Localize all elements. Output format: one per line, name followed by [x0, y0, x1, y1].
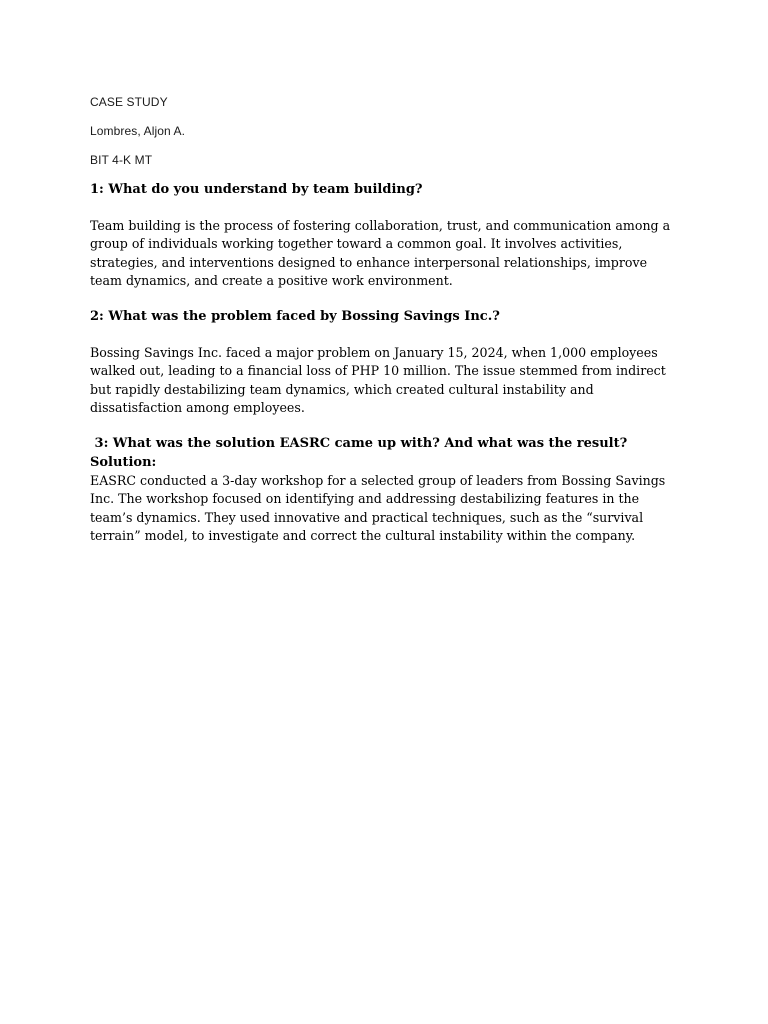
answer-line: but rapidly destabilizing team dynamics, which created cultural instability and [90, 381, 594, 397]
answer-line: Team building is the process of fostering collaboration, trust, and communication among a [90, 218, 671, 233]
answer-line: group of individuals working together toward a common goal. It involves activities, [90, 236, 623, 252]
question-2-heading: 2: What was the problem faced by Bossing Savings Inc.? [90, 309, 500, 324]
question-3-answer [90, 472, 665, 545]
question-3-heading: 3: What was the solution EASRC came up with? And what was the result? [90, 436, 628, 451]
answer-line: team dynamics, and create a positive work environment. [90, 272, 453, 288]
document-title: CASE STUDY [90, 95, 168, 109]
answer-line: walked out, leading to a financial loss of PHP 10 million. The issue stemmed from indirect [90, 363, 666, 379]
solution-subheading: Solution: [90, 455, 157, 470]
answer-line: EASRC conducted a 3-day workshop for a selected group of leaders from Bossing Savings [90, 473, 666, 488]
question-1-answer [90, 217, 670, 290]
answer-line: strategies, and interventions designed to enhance interpersonal relationships, improve [90, 254, 648, 270]
answer-line: dissatisfaction among employees. [90, 399, 305, 415]
question-1-heading: 1: What do you understand by team building? [90, 182, 423, 197]
author-name: Lombres, Aljon A. [90, 124, 186, 138]
answer-line: Inc. The workshop focused on identifying and addressing destabilizing features in the [90, 491, 640, 507]
answer-line: terrain” model, to investigate and correct the cultural instability within the company. [90, 527, 636, 543]
section-label: BIT 4-K MT [90, 153, 153, 167]
answer-line: Bossing Savings Inc. faced a major problem on January 15, 2024, when 1,000 employees [90, 345, 658, 360]
answer-line: team’s dynamics. They used innovative and practical techniques, such as the “survival [90, 509, 644, 525]
question-2-answer [90, 344, 666, 417]
